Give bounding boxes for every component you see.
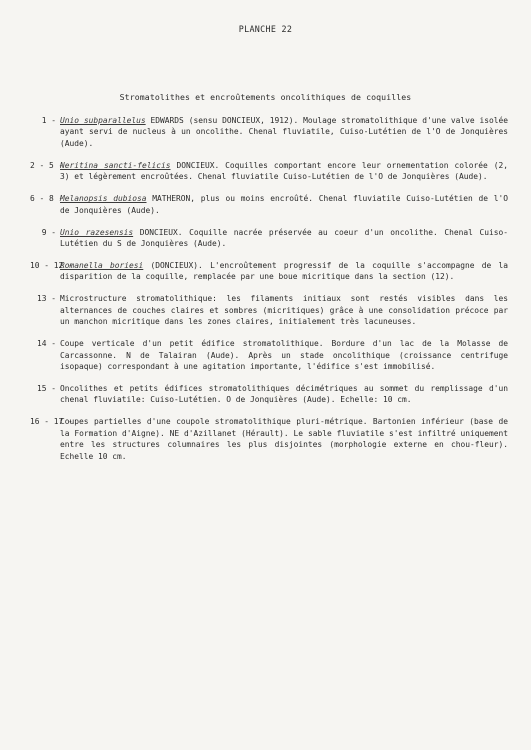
- entry-text: [60, 416, 508, 462]
- entry-number: 15 -: [36, 384, 56, 394]
- entry-number: 10 - 12 -: [30, 261, 73, 271]
- list-item: [30, 260, 508, 283]
- entry-text: [60, 260, 508, 283]
- entry-number: 6 - 8 -: [30, 194, 64, 204]
- entry-number: 1 -: [41, 116, 56, 125]
- taxon-name: Unio subparallelus: [60, 116, 146, 125]
- entry-description: DONCIEUX. Coquille nacrée préservée au coeur d'un oncolithe. Chenal Cuiso-Lutétien du S de Jonquières (Aude).: [60, 227, 508, 249]
- entry-description: Microstructure stromatolithique: les filaments initiaux sont restés visibles dans les alternances de couches claires et sombres (micritiques) grâce à une consolidation précoce par un manchon micritique dans les zones claires, initialement très lacuneuses.: [60, 294, 508, 327]
- entry-number: 9 -: [41, 227, 56, 237]
- entry-description: Oncolithes et petits édifices stromatolithiques décimétriques au sommet du remplissage d'un chenal fluviatile: Cuiso-Lutétien. O de Jonquières (Aude). Echelle: 10 cm.: [60, 384, 508, 405]
- list-item: [30, 293, 508, 327]
- entry-text: [60, 160, 508, 183]
- plate-heading: Stromatolithes et encroûtements oncolithiques de coquilles: [119, 92, 412, 102]
- taxon-name: Melanopsis dubiosa: [60, 194, 147, 204]
- entry-number: 14 -: [36, 339, 56, 349]
- list-item: [30, 193, 508, 216]
- entry-text: [60, 193, 508, 216]
- list-item: [30, 383, 508, 406]
- taxon-name: Romanella boriesi: [60, 261, 144, 271]
- list-item: [30, 115, 508, 149]
- entry-text: [60, 383, 508, 406]
- entry-number: 16 - 17 -: [30, 417, 73, 427]
- entry-text: [60, 115, 508, 149]
- entry-description: Coupes partielles d'une coupole stromatolithique pluri-métrique. Bartonien inférieur (base de la Formation d'Aigne). NE d'Azillanet (Hérault). Le sable fluviatile s'est infiltré uniquement entre les structures columnaires les plus disjointes (morphologie externe en chou-fleur). Echelle 10 cm.: [60, 417, 508, 461]
- entry-description: MATHERON, plus ou moins encroûté. Chenal fluviatile Cuiso-Lutétien de l'O de Jonquières (Aude).: [60, 194, 509, 215]
- entry-text: [60, 293, 508, 327]
- entry-description: Coupe verticale d'un petit édifice stromatolithique. Bordure d'un lac de la Molasse de Carcassonne. N de Talairan (Aude). Après un stade oncolithique (croissance centrifuge isopaque) correspondant à une agitation importante, l'édifice s'est immobilisé.: [60, 339, 508, 372]
- entry-number: 2 - 5 -: [30, 160, 64, 170]
- list-item: [30, 338, 508, 372]
- taxon-name: Unio razesensis: [60, 227, 134, 237]
- taxon-name: Neritina sancti-felicis: [60, 160, 171, 170]
- entry-description: EDWARDS (sensu DONCIEUX, 1912). Moulage stromatolithique d'une valve isolée ayant servi de nucleus à un oncolithe. Chenal fluviatile, Cuiso-Lutétien de l'O de Jonquières (Aude).: [60, 116, 508, 148]
- entry-text: [60, 227, 508, 250]
- list-item: [30, 227, 508, 250]
- entry-description: (DONCIEUX). L'encroûtement progressif de la coquille s'accompagne de la disparition de la coquille, remplacée par une boue micritique dans la section (12).: [60, 261, 508, 282]
- list-item: [30, 160, 508, 183]
- entry-text: [60, 338, 508, 372]
- entry-list: [30, 115, 508, 473]
- entry-number: 13 -: [36, 294, 56, 304]
- entry-description: DONCIEUX. Coquilles comportant encore leur ornementation colorée (2, 3) et légèrement encroûtées. Chenal fluviatile Cuiso-Lutétien de l'O de Jonquières (Aude).: [60, 160, 508, 182]
- plate-title: PLANCHE 22: [238, 24, 293, 34]
- list-item: [30, 416, 508, 462]
